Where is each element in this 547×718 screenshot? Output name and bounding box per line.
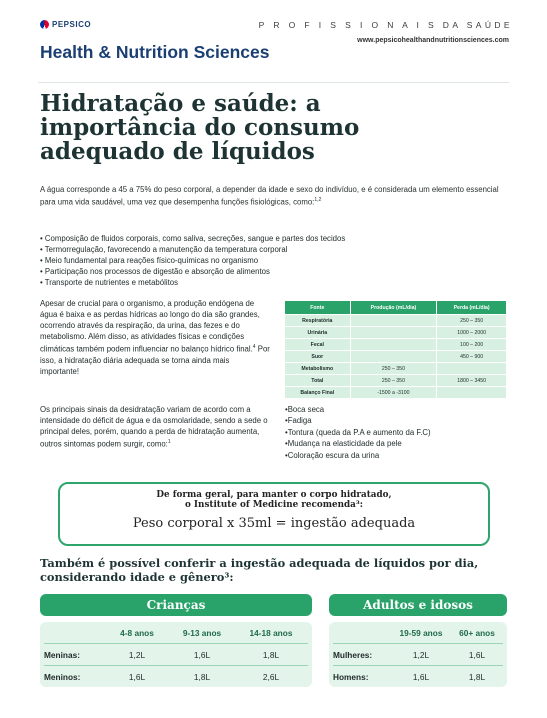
table-cell: 1,6L	[412, 671, 430, 682]
table-cell: 250 – 350	[350, 375, 437, 387]
page-title	[40, 92, 510, 164]
table-cell	[350, 339, 437, 351]
website-link[interactable]: www.pepsicohealthandnutritionsciences.com	[357, 37, 509, 44]
table-row	[285, 315, 507, 327]
adults-panel	[329, 594, 507, 687]
table-cell: 1,6L	[128, 671, 146, 682]
row-label: Mulheres:	[333, 649, 373, 660]
table-row	[285, 339, 507, 351]
table-row	[285, 327, 507, 339]
table-cell: 450 – 900	[437, 351, 507, 363]
table-cell: 1,6L	[468, 649, 486, 660]
table-cell: 250 – 350	[437, 315, 507, 327]
list-item: • Mudança na elasticidade da pele	[285, 438, 525, 449]
table-header: 19-59 anos	[399, 627, 443, 638]
table-row	[44, 665, 308, 687]
children-table	[40, 622, 312, 687]
list-item: • Coloração escura da urina	[285, 450, 525, 461]
recommendation-line-1: De forma geral, para manter o corpo hidratado,	[156, 490, 392, 500]
para2-reference: 4	[252, 344, 256, 350]
table-cell: 1000 – 2000	[437, 327, 507, 339]
list-item: • Transporte de nutrientes e metabólitos	[40, 277, 510, 288]
table-cell: 1,8L	[262, 649, 280, 660]
table-cell	[437, 387, 507, 399]
table-cell: 100 – 200	[437, 339, 507, 351]
water-balance-table	[284, 300, 507, 399]
children-panel	[40, 594, 312, 687]
tagline: P R O F I S S I O N A I S DA SAÚDE	[258, 20, 513, 30]
table-cell: 250 – 350	[350, 363, 437, 375]
table-row	[285, 351, 507, 363]
pepsico-globe-icon	[40, 20, 49, 29]
table-cell: 1,2L	[412, 649, 430, 660]
table-cell: Suor	[285, 351, 351, 363]
table-cell	[437, 363, 507, 375]
list-item: • Boca seca	[285, 404, 525, 415]
table-cell: 2,6L	[262, 671, 280, 682]
table-cell: 1,2L	[128, 649, 146, 660]
table-header-row	[44, 622, 308, 643]
page-header	[0, 0, 547, 82]
table-cell: Metabolismo	[285, 363, 351, 375]
table-cell: Balanço Final	[285, 387, 351, 399]
table-cell: 1,8L	[468, 671, 486, 682]
title-line: Hidratação e saúde: a	[40, 90, 321, 117]
table-row	[285, 387, 507, 399]
para2-text: Apesar de crucial para o organismo, a produção endógena de água é baixa e as perdas hídricas ao longo do dia são grandes, ocorrendo através da respiração, da urina, das fezes e do metabolismo. Além disso, as atividades físicas e condições climáticas também podem influenciar no balanço hídrico final.	[40, 299, 260, 354]
list-item: • Termorregulação, favorecendo a manutenção da temperatura corporal	[40, 244, 510, 255]
list-item: • Composição de fluidos corporais, como saliva, secreções, sangue e partes dos tecidos	[40, 233, 510, 244]
table-cell: Fecal	[285, 339, 351, 351]
table-header: Produção (mL/dia)	[350, 301, 437, 315]
para2-end: Por isso, a hidratação diária adequada se torna ainda mais importante!	[40, 344, 270, 376]
table-header: 60+ anos	[459, 627, 495, 638]
dehydration-paragraph	[40, 404, 276, 450]
table-header: Perda (mL/dia)	[437, 301, 507, 315]
table-cell: 1,8L	[193, 671, 211, 682]
title-line: importância do consumo	[40, 114, 360, 141]
table-header: 4-8 anos	[120, 627, 154, 638]
children-panel-title: Crianças	[40, 594, 312, 616]
list-item: • Participação nos processos de digestão e absorção de alimentos	[40, 266, 510, 277]
table-row	[333, 665, 503, 687]
table-cell: Total	[285, 375, 351, 387]
intro-text: A água corresponde a 45 a 75% do peso corporal, a depender da idade e sexo do indivíduo, e é considerada um elemento essencial para uma vida saudável, uma vez que desempenha funções fisiológicas, como:	[40, 185, 499, 207]
table-cell	[350, 327, 437, 339]
symptoms-list	[285, 404, 525, 461]
table-header: Fonte	[285, 301, 351, 315]
para3-reference: 1	[167, 439, 171, 445]
list-item: • Fadiga	[285, 415, 525, 426]
pepsico-logo	[40, 20, 91, 29]
table-cell	[350, 351, 437, 363]
adults-panel-title: Adultos e idosos	[329, 594, 507, 616]
table-header-row	[285, 301, 507, 315]
brand-title: Health & Nutrition Sciences	[40, 42, 270, 62]
table-cell: Urinária	[285, 327, 351, 339]
table-header: 9-13 anos	[182, 627, 222, 638]
title-line: adequado de líquidos	[40, 138, 315, 165]
list-item: • Meio fundamental para reações físico-químicas no organismo	[40, 255, 510, 266]
recommendation-box	[58, 482, 490, 546]
table-row	[333, 643, 503, 665]
row-label: Meninas:	[44, 649, 80, 660]
adults-table	[329, 622, 507, 687]
water-functions-list	[40, 233, 510, 288]
table-header-row	[333, 622, 503, 643]
table-row	[285, 363, 507, 375]
table-cell: -1500 a -3100	[350, 387, 437, 399]
recommendation-formula: Peso corporal x 35ml = ingestão adequada	[132, 516, 416, 531]
table-cell: Respiratória	[285, 315, 351, 327]
water-loss-paragraph	[40, 298, 270, 377]
intro-reference: 1,2	[314, 197, 322, 203]
section-subtitle: Também é possível conferir a ingestão adequada de líquidos por dia, considerando idade e gênero³:	[40, 556, 479, 584]
table-cell: 1800 – 3450	[437, 375, 507, 387]
row-label: Meninos:	[44, 671, 81, 682]
header-divider	[38, 82, 509, 83]
table-header: 14-18 anos	[249, 627, 293, 638]
row-label: Homens:	[333, 671, 369, 682]
logo-text: PEPSICO	[52, 20, 92, 29]
table-row	[44, 643, 308, 665]
table-row	[285, 375, 507, 387]
para3-text: Os principais sinais da desidratação variam de acordo com a intensidade do déficit de água e da osmolaridade, sendo a sede o principal deles, porém, quando a perda de hidratação aumenta, outros sintomas podem surgir, como:	[40, 405, 268, 449]
recommendation-line-2: o Institute of Medicine recomenda³:	[185, 500, 363, 510]
list-item: • Tontura (queda da P.A e aumento da F.C)	[285, 427, 525, 438]
table-cell	[350, 315, 437, 327]
table-cell: 1,6L	[193, 649, 211, 660]
intro-paragraph	[40, 184, 510, 208]
